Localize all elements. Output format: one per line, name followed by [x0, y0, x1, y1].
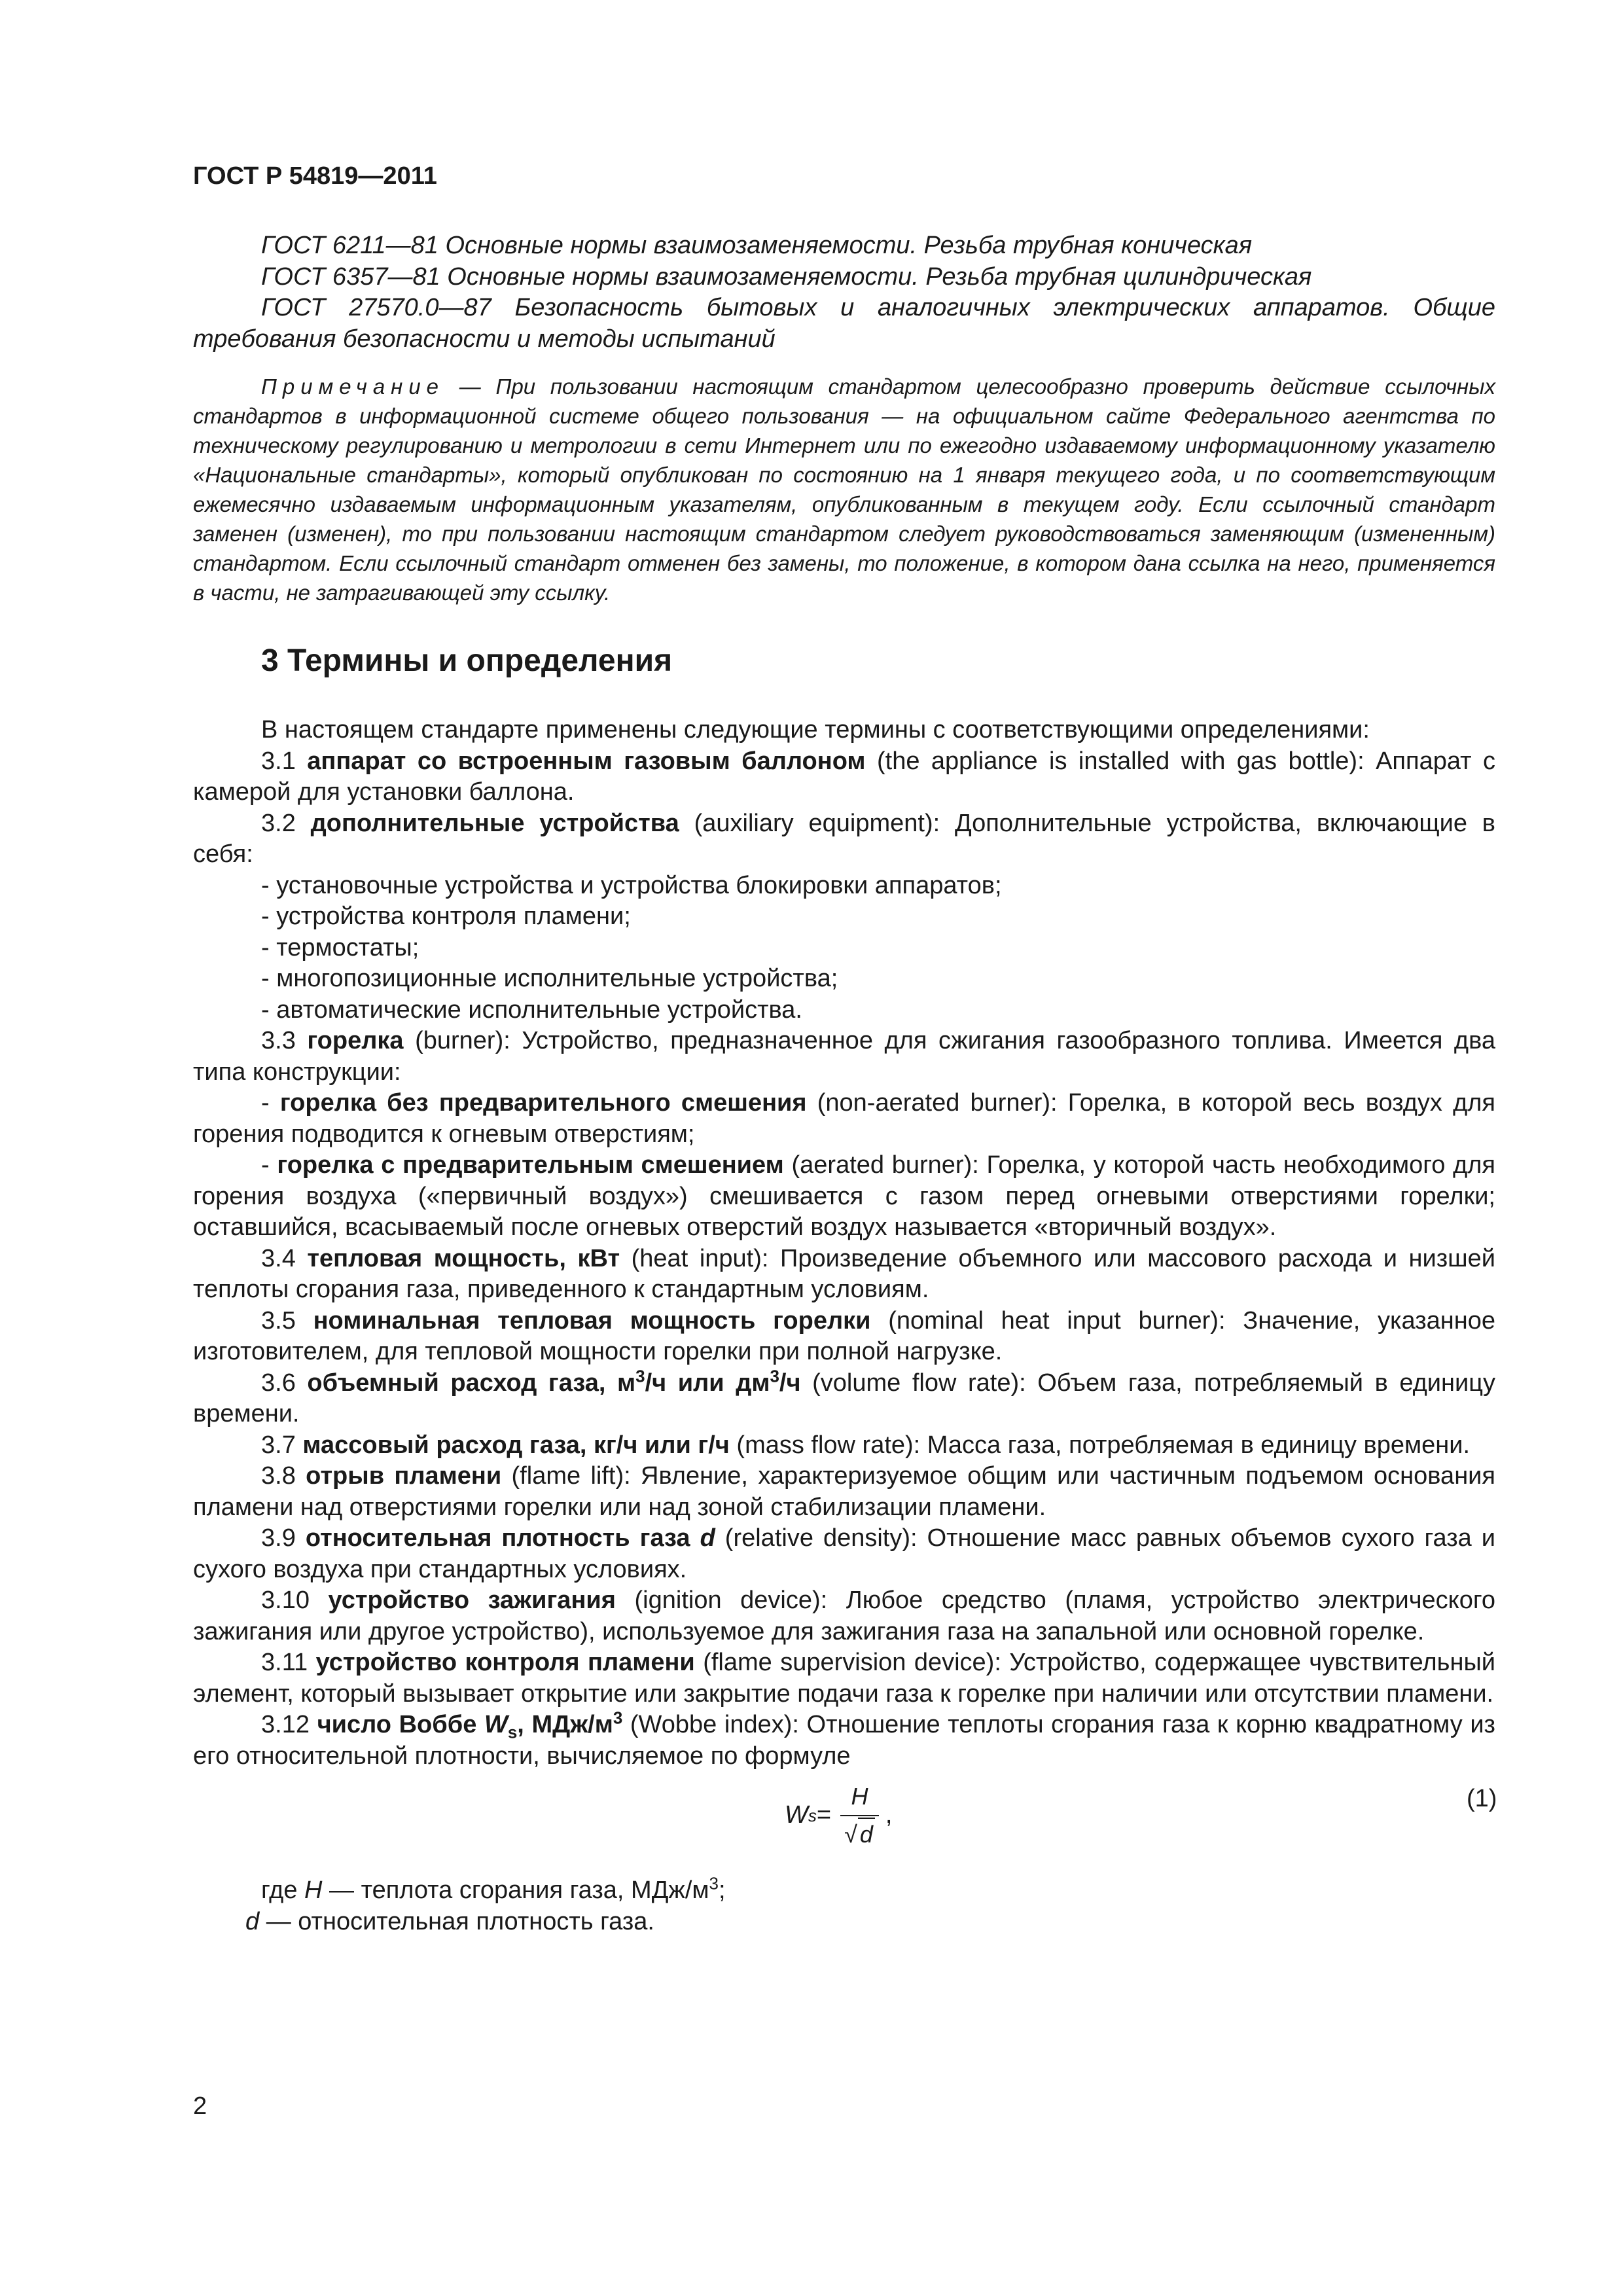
page-number: 2	[193, 2092, 207, 2120]
term: массовый расход газа, кг/ч или г/ч	[302, 1431, 730, 1459]
formula-fraction: H √ d	[840, 1781, 879, 1850]
term: объемный расход газа, $м^3/ч$ или $дм^3/ч$	[307, 1365, 801, 1397]
reference-item: ГОСТ 6357—81 Основные нормы взаимозаменяемости. Резьба трубная цилиндрическая	[261, 262, 1312, 291]
list-item: - устройства контроля пламени;	[261, 903, 631, 930]
note-label: Примечание	[261, 374, 445, 399]
term: горелка без предварительного смешения	[279, 1089, 807, 1117]
note-paragraph	[193, 372, 1495, 607]
term: тепловая мощность, кВт	[307, 1244, 620, 1272]
term: относительная плотность газа d	[305, 1524, 715, 1552]
formula-legend	[193, 1875, 1495, 1937]
definition-3-9: 3.9 относительная плотность газа d (relative density): Отношение масс равных объемов сухого газа и сухого воздуха при стандартных условиях.	[193, 1524, 1496, 1583]
term: устройство контроля пламени	[315, 1649, 695, 1676]
legend-line: где H — теплота сгорания газа, МДж/$м^3$;	[261, 1873, 726, 1904]
formula-number: (1)	[1467, 1785, 1497, 1812]
section-title: 3 Термины и определения	[261, 643, 673, 678]
definition-3-3-a: - горелка без предварительного смешения (non-aerated burner): Горелка, в которой весь воздух для горения подводится к огневым отверстиям;	[193, 1089, 1496, 1148]
term: дополнительные устройства	[310, 809, 679, 837]
list-item: - термостаты;	[261, 933, 419, 961]
term: горелка с предварительным смешением	[277, 1151, 784, 1179]
definition-3-2: 3.2 дополнительные устройства (auxiliary equipment): Дополнительные устройства, включающие в себя:	[193, 809, 1495, 868]
definition-3-3-b: - горелка с предварительным смешением (aerated burner): Горелка, у которой часть необходимого для горения воздуха («первичный воздух») смешивается с газом перед огневыми отверстиями горелки; оставшийся, всасываемый после огневых отверстий воздух называется «вторичный воздух».	[193, 1151, 1496, 1241]
list-item: - установочные устройства и устройства блокировки аппаратов;	[261, 871, 1002, 899]
definition-3-10: 3.10 устройство зажигания (ignition device): Любое средство (пламя, устройство электрического зажигания или другое устройство), используемое для зажигания газа на запальной или основной горелке.	[193, 1587, 1496, 1645]
definition-3-8: 3.8 отрыв пламени (flame lift): Явление, характеризуемое общим или частичным подъемом основания пламени над отверстиями горелки или над зоной стабилизации пламени.	[193, 1462, 1495, 1521]
legend-line: d — относительная плотность газа.	[245, 1907, 654, 1935]
document-id: ГОСТ Р 54819—2011	[193, 162, 437, 190]
definition-3-7: 3.7 массовый расход газа, кг/ч или г/ч (mass flow rate): Масса газа, потребляемая в единицу времени.	[261, 1431, 1471, 1459]
definition-3-3: 3.3 горелка (burner): Устройство, предназначенное для сжигания газообразного топлива. Имеется два типа конструкции:	[193, 1027, 1495, 1086]
formula-block	[193, 1776, 1495, 1856]
definition-3-11: 3.11 устройство контроля пламени (flame supervision device): Устройство, содержащее чувствительный элемент, который вызывает открытие или закрытие подачи газа к горелке при наличии или отсутствии пламени.	[193, 1649, 1496, 1708]
list-item: - автоматические исполнительные устройства.	[261, 996, 802, 1024]
term: число Воббе $W_s$, МДж/$м^3$	[317, 1708, 623, 1742]
definition-3-5: 3.5 номинальная тепловая мощность горелки (nominal heat input burner): Значение, указанное изготовителем, для тепловой мощности горелки при полной нагрузке.	[193, 1306, 1496, 1365]
definition-3-12: 3.12 число Воббе $W_s$, МДж/$м^3$ (Wobbe index): Отношение теплоты сгорания газа к корню квадратному из его относительной плотности, вычисляемое по формуле	[193, 1708, 1495, 1770]
term: аппарат со встроенным газовым баллоном	[307, 747, 866, 775]
term: номинальная тепловая мощность горелки	[313, 1306, 871, 1335]
definition-3-4: 3.4 тепловая мощность, кВт (heat input): Произведение объемного или массового расхода и низшей теплоты сгорания газа, приведенного к стандартным условиям.	[193, 1244, 1496, 1303]
term: горелка	[307, 1027, 404, 1054]
term: устройство зажигания	[328, 1587, 616, 1614]
reference-item: ГОСТ 6211—81 Основные нормы взаимозаменяемости. Резьба трубная коническая	[261, 232, 1253, 259]
definition-3-6: 3.6 объемный расход газа, $м^3/ч$ или $дм^3/ч$ (volume flow rate): Объем газа, потребляемый в единицу времени.	[193, 1365, 1496, 1427]
definitions-list	[193, 715, 1495, 1937]
wobbe-formula: W s = H √ d ,	[785, 1781, 892, 1850]
note-text: — При пользовании настоящим стандартом целесообразно проверить действие ссылочных стандартов в информационной системе общего пользования — на официальном сайте Федерального агентства по техническому регулированию и метрологии в сети Интернет или по ежегодно издаваемому информационному указателю «Национальные стандарты», который опубликован по состоянию на 1 января текущего года, и по соответствующим ежемесячно издаваемым информационным указателям, опубликованным в текущем году. Если ссылочный стандарт заменен (изменен), то при пользовании настоящим стандартом следует руководствоваться заменяющим (измененным) стандартом. Если ссылочный стандарт отменен без замены, то положение, в котором дана ссылка на него, применяется в части, не затрагивающей эту ссылку.	[193, 374, 1495, 605]
term: отрыв пламени	[306, 1462, 502, 1490]
reference-item: ГОСТ 27570.0—87 Безопасность бытовых и аналогичных электрических аппаратов. Общие требования безопасности и методы испытаний	[193, 294, 1495, 353]
references-list	[193, 230, 1495, 355]
section-intro: В настоящем стандарте применены следующие термины с соответствующими определениями:	[261, 716, 1370, 744]
definition-3-1: 3.1 аппарат со встроенным газовым баллоном (the appliance is installed with gas bottle): Аппарат с камерой для установки баллона.	[193, 747, 1495, 806]
list-item: - многопозиционные исполнительные устройства;	[261, 965, 838, 992]
